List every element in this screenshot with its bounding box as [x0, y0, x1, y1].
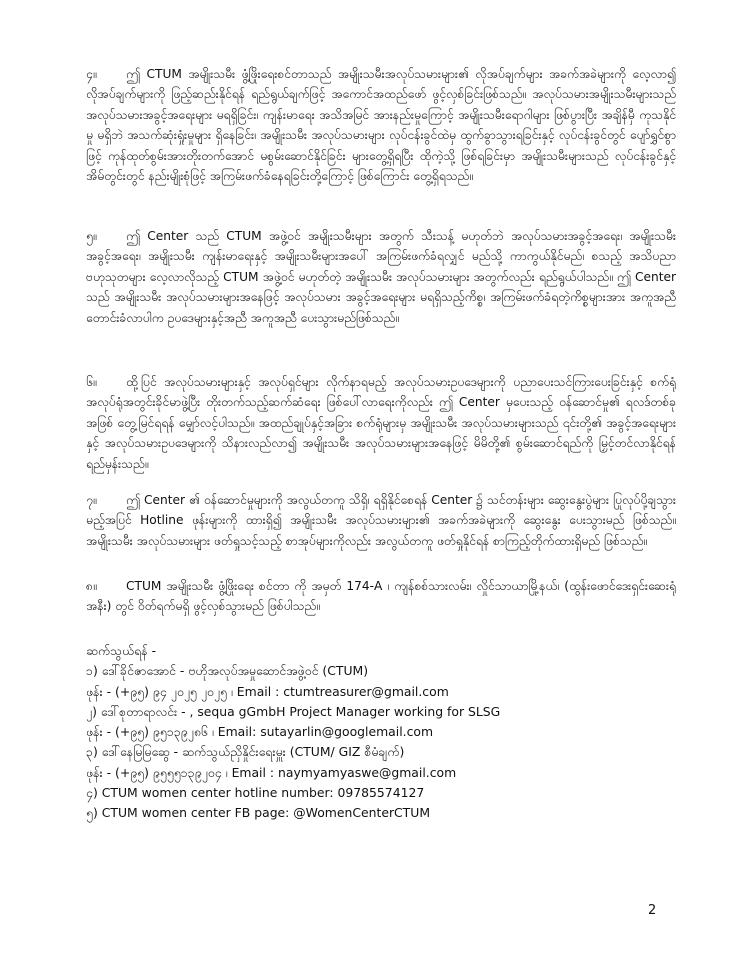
contact-line: ၂) ဒေါ်စုတာရာလင်း - , sequa gGmbH Project Manager working for SLSG [86, 703, 501, 719]
contact-line: ၅) CTUM women center FB page: @WomenCenterCTUM [86, 805, 431, 821]
paragraph-4 [86, 64, 676, 186]
contact-line: ၁) ဒေါ်ခိုင်ဇာအောင် - ဗဟိုအလုပ်အမှုဆောင်အဖွဲ့ဝင် (CTUM) [86, 663, 369, 679]
paragraph-number: ၈။ [86, 579, 97, 593]
contact-section [86, 641, 686, 824]
contact-line: ဖုန်း - (+၉၅) ၉၅၅၅၁၃၉၂၀၄ ၊ Email : naymyamyaswe@gmail.com [86, 764, 457, 780]
paragraph-number: ၇။ [86, 493, 97, 507]
contact-line: ဖုန်း - (+၉၅) ၉၄ ၂၀၂၅ ၂၀၂၅ ၊ Email : ctumtreasurer@gmail.com [86, 683, 449, 699]
paragraph-number: ၅။ [86, 229, 97, 243]
paragraph-8 [86, 576, 676, 617]
paragraph-text: ထို့ပြင် အလုပ်သမားများနှင့် အလုပ်ရှင်များ လိုက်နာရမည့် အလုပ်သမားဥပဒေများကို ပညာပေးသင်ကြားပေးခြင်းနှင့် စက်ရုံ အလုပ်ရုံအတွင်းခိုင်မာဖွဲ့ပြီး တိုးတက်သည့်ဆက်ဆံရေး ဖြစ်ပေါ်လာရေးကိုလည်း ဤ Center မှပေးသည့် ဝန်ဆောင်မှု၏ ရလဒ်တစ်ခုအဖြစ် တွေ့မြင်ရရန် မျှော်လင့်ပါသည်။ အထည်ချုပ်နှင့်အခြား စက်ရုံများမှ အမျိုးသမီး အလုပ်သမားများသည် ၎င်းတို့၏ အခွင့်အရေးများနှင့် အလုပ်သမားဥပဒေများကို သိနားလည်လာ၍ အမျိုးသမီး အလုပ်သမားများအနေဖြင့် မိမိတို့၏ စွမ်းဆောင်ရည်ကို မြှင့်တင်လာနိုင်ရန် ရည်မှန်းသည်။ [86, 375, 676, 471]
contact-line: ၄) CTUM women center hotline number: 09785574127 [86, 785, 425, 801]
contact-line: ဖုန်း - (+၉၅) ၉၅၁၃၉၂၈၆ ၊ Email: sutayarlin@googlemail.com [86, 724, 434, 740]
paragraph-text: CTUM အမျိုးသမီး ဖွံ့ဖြိုးရေး စင်တာ ကို အမှတ် 174-A ၊ ကျန်စစ်သားလမ်း၊ လှိုင်သာယာမြို့နယ်၊ (ထွန်းဖောင်ဒေးရှင်းဆေးရုံအနီး) တွင် ဝိတ်ရက်မရှိ ဖွင့်လှစ်သွားမည် ဖြစ်ပါသည်။ [86, 579, 676, 614]
page-number: 2 [648, 903, 657, 918]
paragraph-6 [86, 372, 676, 474]
paragraph-5 [86, 226, 676, 328]
paragraph-number: ၆။ [86, 375, 97, 389]
paragraph-text: ဤ Center ၏ ဝန်ဆောင်မှုများကို အလွယ်တကူ သိရှိ၊ ရရှိနိုင်စေရန် Center ၌ သင်တန်းများ ဆွေးနွေးပွဲများ ပြုလုပ်ပို့ချသွားမည့်အပြင် Hotline ဖုန်းများကို ထားရှိ၍ အမျိုးသမီး အလုပ်သမားများ၏ အခက်အခဲများကို ဆွေးနွေး ပေးသွားမည် ဖြစ်သည်။ အမျိုးသမီး အလုပ်သမားများ ဖတ်ရှုသင့်သည့် စာအုပ်များကိုလည်း အလွယ်တကူ ဖတ်ရှုနိုင်ရန် စာကြည့်တိုက်ထားရှိမည် ဖြစ်သည်။ [86, 493, 676, 548]
paragraph-7 [86, 490, 676, 551]
paragraph-number: ၄။ [86, 67, 97, 81]
paragraph-text: ဤ Center သည် CTUM အဖွဲ့ဝင် အမျိုးသမီးများ အတွက် သီးသန့် မဟုတ်ဘဲ အလုပ်သမားအခွင့်အရေး၊ အမျိုးသမီးအခွင့်အရေး၊ အမျိုးသမီး ကျန်းမာရေးနှင့် အမျိုးသမီးများအပေါ် အကြမ်းဖက်ခံရလျှင် မည်သို့ ကာကွယ်နိုင်မည်၊ စသည့် အသိပညာ ဗဟုသုတများ လေ့လာလိုသည့် CTUM အဖွဲ့ဝင် မဟုတ်တဲ့ အမျိုးသမီး အလုပ်သမားများ အတွက်လည်း ရည်ရွယ်ပါသည်။ ဤ Center သည် အမျိုးသမီး အလုပ်သမားများအနေဖြင့် အလုပ်သမား အခွင့်အရေးများ မရရှိသည့်ကိစ္စ၊ အကြမ်းဖက်ခံရတဲ့ကိစ္စများအား အကူအညီတောင်းခံလာပါက ဥပဒေများနှင့်အညီ အကူအညီ ပေးသွားမည်ဖြစ်သည်။ [86, 229, 676, 325]
paragraph-text: ဤ CTUM အမျိုးသမီး ဖွံ့ဖြိုးရေးစင်တာသည် အမျိုးသမီးအလုပ်သမားများ၏ လိုအပ်ချက်များ အခက်အခဲများကို လေ့လာ၍ လိုအပ်ချက်များကို ဖြည့်ဆည်းနိုင်ရန် ရည်ရွယ်ချက်ဖြင့် အကောင်အထည်ဖော် ဖွင့်လှစ်ခြင်းဖြစ်သည်။ အလုပ်သမားအမျိုးသမီးများသည် အလုပ်သမားအခွင့်အရေးများ မရရှိခြင်း၊ ကျန်းမာရေး အသိအမြင် အားနည်းမှုကြောင့် အမျိုးသမီးရောဂါများ ဖြစ်ပွားပြီး အချိန်မှီ ကုသနိုင်မှု မရှိဘဲ အသက်ဆုံးရှုံးမှုများ ရှိနေခြင်း၊ အမျိုးသမီး အလုပ်သမားများ လုပ်ငန်းခွင်ထဲမှ ထွက်ခွာသွားရခြင်းနှင့် လုပ်ငန်းခွင်တွင် ပျော်ရွှင်စွာဖြင့် ကုန်ထုတ်စွမ်းအားတိုးတက်အောင် မစွမ်းဆောင်နိုင်ခြင်း များတွေ့ရှိရပြီး ထိုကဲ့သို့ ဖြစ်ရခြင်းမှာ အမျိုးသမီးများသည် လုပ်ငန်းခွင်နှင့် အိမ်တွင်းတွင် နည်းမျိုးစုံဖြင့် အကြမ်းဖက်ခံနေရခြင်းတို့ကြောင့် ဖြစ်ကြောင်း တွေ့ရှိရသည်။ [86, 67, 676, 184]
contact-line: ၃) ဒေါ်နေမြမြဆွေ - ဆက်သွယ်ညှိနှိုင်းရေးမှူး (CTUM/ GIZ စီမံချက်) [86, 744, 405, 760]
contact-heading: ဆက်သွယ်ရန် - [86, 643, 157, 658]
